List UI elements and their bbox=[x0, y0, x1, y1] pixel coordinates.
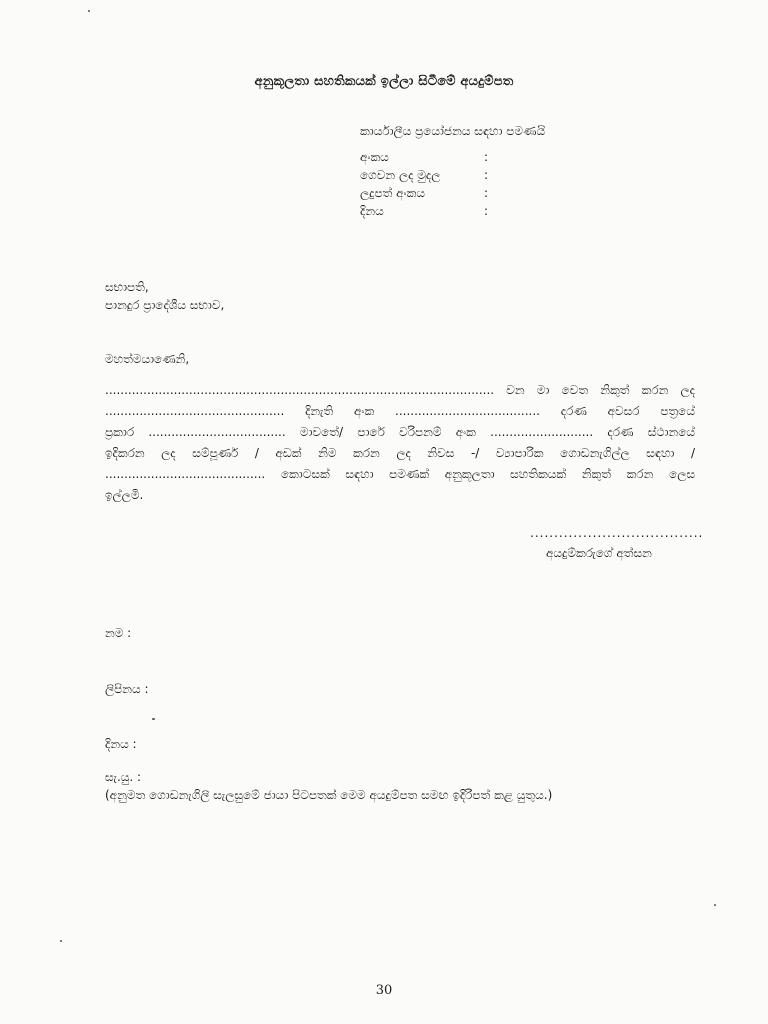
scan-speck bbox=[88, 10, 90, 12]
office-row-amount-sep: : bbox=[484, 168, 489, 182]
office-row-number-sep: : bbox=[484, 150, 489, 164]
address-field-label: ලිපිනය : bbox=[105, 682, 149, 696]
body-line-6: ඉල්ලමි. bbox=[105, 488, 144, 502]
addressee-title: සභාපති, bbox=[105, 280, 149, 294]
office-row-receipt-sep: : bbox=[484, 186, 489, 200]
salutation: මහත්මයාණෙනි, bbox=[105, 352, 190, 366]
office-row-number-label: අංකය bbox=[360, 150, 389, 164]
signature-label: අයදුම්කරුගේ අත්සන bbox=[546, 546, 652, 560]
office-use-heading: කාර්යාලීය ප්‍රයෝජනය සඳහා පමණයි bbox=[360, 124, 546, 138]
note-label: සැ.යු. : bbox=[105, 770, 142, 784]
date-field-label: දිනය : bbox=[105, 737, 137, 751]
office-row-receipt-label: ලදුපත් අංකය bbox=[360, 186, 425, 200]
scan-speck bbox=[60, 940, 62, 942]
form-title: අනුකූලතා සහතිකයක් ඉල්ලා සිටීමේ අයදුම්පත bbox=[254, 74, 514, 89]
signature-line: .................................... bbox=[530, 526, 704, 540]
scan-speck bbox=[152, 718, 155, 720]
name-field-label: නම : bbox=[105, 626, 132, 640]
office-row-date-label: දිනය bbox=[360, 204, 384, 218]
note-text: (අනුමත ගොඩනැගිලි සැලසුමේ ජායා පිටපතක් මෙම අයදුම්පත සමඟ ඉදිරිපත් කළ යුතුය.) bbox=[105, 788, 553, 802]
body-line-3: ප්‍රකාර .................................... මාවතේ/ පාරේ වරිපනම් අංක ........................... දරණ ස්ථානයේ bbox=[105, 425, 695, 439]
body-line-2: ............................................... දිනැති අංක ...................................... දරණ අවසර පත්‍රයේ bbox=[105, 404, 695, 418]
addressee-office: පානදුර ප්‍රාදේශීය සභාව, bbox=[105, 298, 225, 312]
office-row-amount-label: ගෙවන ලද මුදල bbox=[360, 168, 441, 182]
body-line-1: ...................................................................................................... වන මා වෙත නිකුත් කරන ලද bbox=[105, 383, 695, 397]
scan-speck bbox=[714, 904, 716, 906]
body-line-5: .......................................... කොටසක් සඳහා පමණක් අනුකූලතා සහතිකයක් නිකුත් කරන ලෙස bbox=[105, 467, 695, 481]
page-number: 30 bbox=[375, 983, 393, 998]
body-line-4: ඉදිකරන ලද සම්පූර්ණ / අඩක් නිම කරන ලද නිවස -/ ව්‍යාපාරික ගොඩනැගිල්ල සඳහා / bbox=[105, 446, 695, 460]
office-row-date-sep: : bbox=[484, 204, 489, 218]
